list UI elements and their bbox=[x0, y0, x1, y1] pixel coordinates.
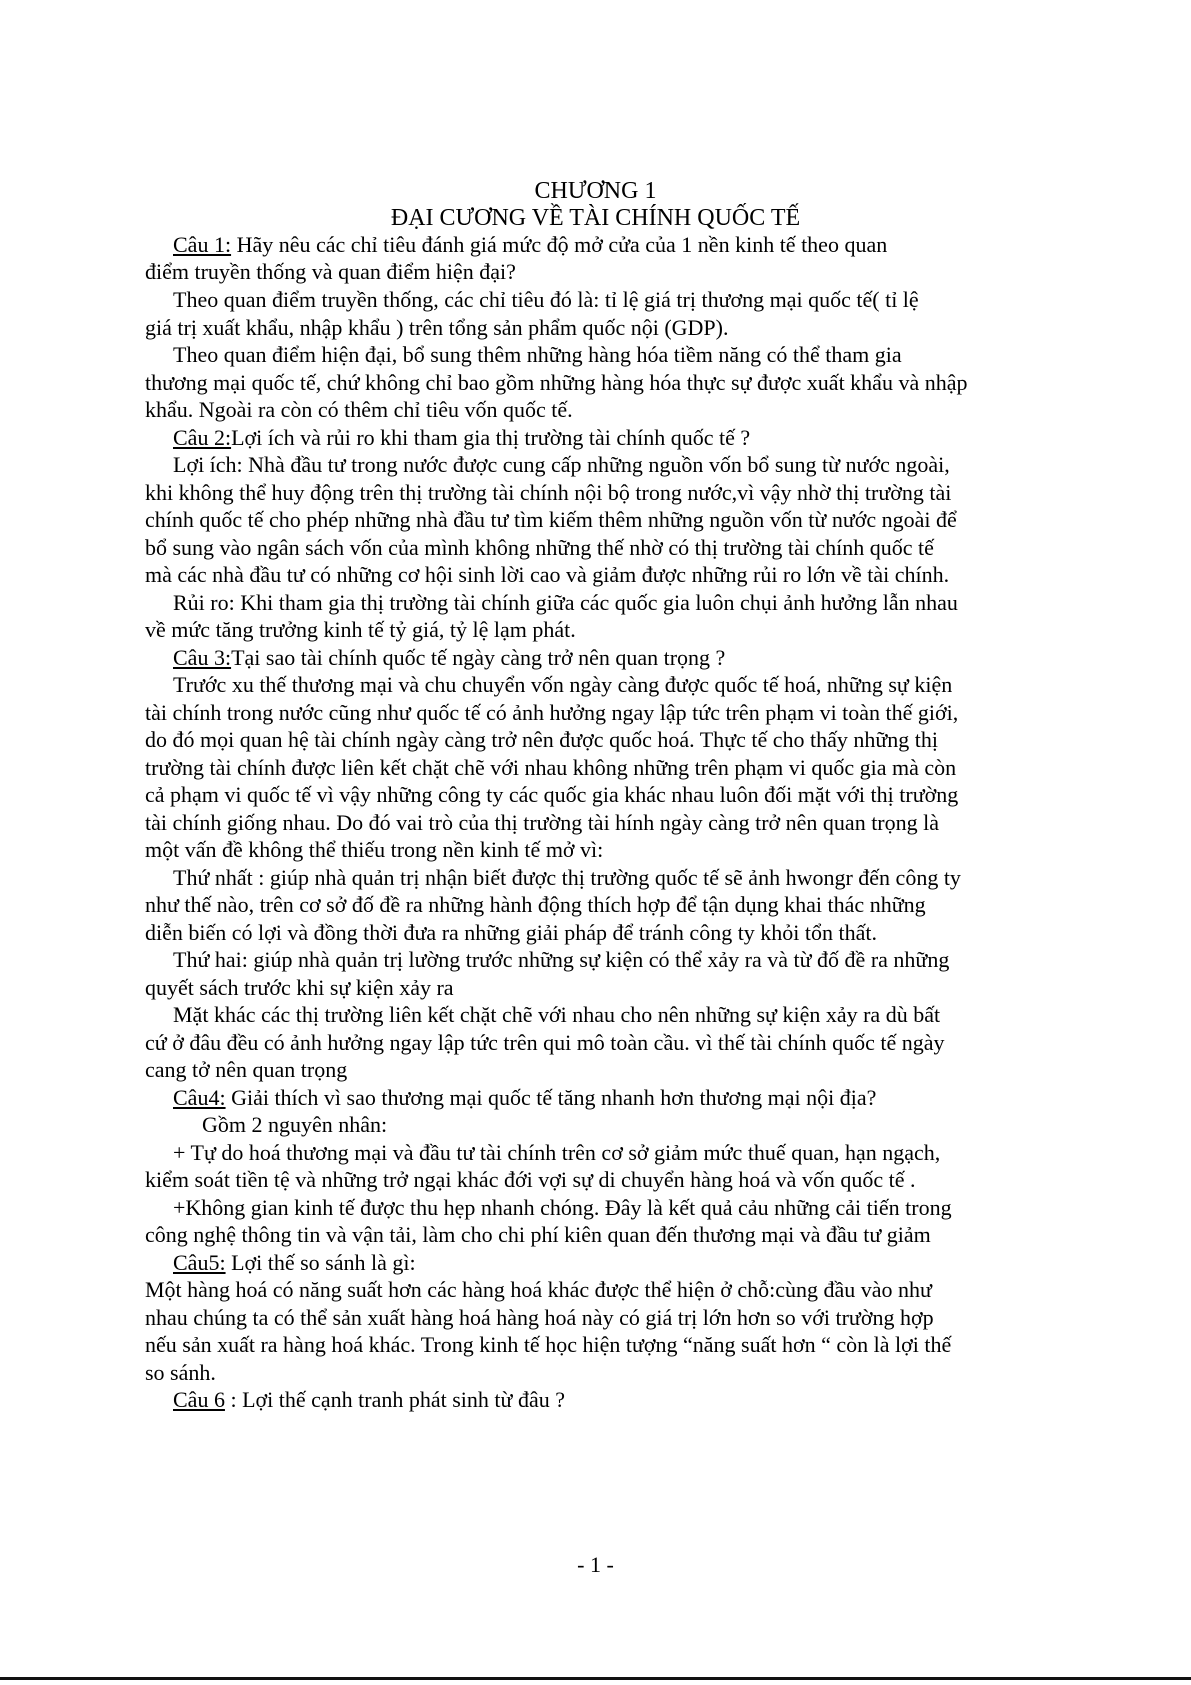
question-5-label: Câu5: bbox=[173, 1250, 226, 1275]
text-line: so sánh. bbox=[145, 1360, 216, 1385]
question-1: Câu 1: Hãy nêu các chỉ tiêu đánh giá mức độ mở cửa của 1 nền kinh tế theo quan bbox=[173, 232, 888, 257]
question-6-label: Câu 6 bbox=[173, 1387, 225, 1412]
text-line: quyết sách trước khi sự kiện xảy ra bbox=[145, 975, 454, 1000]
text-line: +Không gian kinh tế được thu hẹp nhanh chóng. Đây là kết quả cảu những cải tiến trong bbox=[173, 1195, 952, 1220]
text-line: Thứ nhất : giúp nhà quản trị nhận biết được thị trường quốc tế sẽ ảnh hwongr đến công ty bbox=[173, 865, 961, 890]
text-line: Gồm 2 nguyên nhân: bbox=[202, 1112, 388, 1137]
question-4-label: Câu4: bbox=[173, 1085, 226, 1110]
text-line: chính quốc tế cho phép những nhà đầu tư tìm kiếm thêm những nguồn vốn từ nước ngoài để bbox=[145, 507, 957, 532]
text-line: giá trị xuất khẩu, nhập khẩu ) trên tổng sản phẩm quốc nội (GDP). bbox=[145, 315, 729, 340]
text-line: + Tự do hoá thương mại và đầu tư tài chính trên cơ sở giảm mức thuế quan, hạn ngạch, bbox=[173, 1140, 941, 1165]
text-line: Một hàng hoá có năng suất hơn các hàng hoá khác được thể hiện ở chỗ:cùng đầu vào như bbox=[145, 1277, 932, 1302]
text-line: Trước xu thế thương mại và chu chuyển vốn ngày càng được quốc tế hoá, những sự kiện bbox=[173, 672, 953, 697]
text-line: Thứ hai: giúp nhà quản trị lường trước những sự kiện có thể xảy ra và từ đố đề ra những bbox=[173, 947, 950, 972]
question-1-label: Câu 1: bbox=[173, 232, 232, 257]
text-line: cứ ở đâu đều có ảnh hưởng ngay lập tức trên qui mô toàn cầu. vì thế tài chính quốc tế ngày bbox=[145, 1030, 945, 1055]
text-line: điểm truyền thống và quan điểm hiện đại? bbox=[145, 259, 516, 284]
question-3-label: Câu 3: bbox=[173, 645, 232, 670]
text-line: nhau chúng ta có thể sản xuất hàng hoá hàng hoá này có giá trị lớn hơn so với trường hợp bbox=[145, 1305, 934, 1330]
text-line: một vấn đề không thể thiếu trong nền kinh tế mở vì: bbox=[145, 837, 604, 862]
question-2: Câu 2:Lợi ích và rủi ro khi tham gia thị trường tài chính quốc tế ? bbox=[173, 425, 751, 450]
question-5: Câu5: Lợi thế so sánh là gì: bbox=[173, 1250, 416, 1275]
bullet-line: Theo quan điểm hiện đại, bổ sung thêm những hàng hóa tiềm năng có thể tham gia bbox=[173, 342, 902, 367]
text-line: cả phạm vi quốc tế vì vậy những công ty các quốc gia khác nhau luôn đối mặt với thị trường bbox=[145, 782, 959, 807]
text-line: nếu sản xuất ra hàng hoá khác. Trong kinh tế học hiện tượng “năng suất hơn “ còn là lợi thế bbox=[145, 1332, 952, 1357]
text-line: kiểm soát tiền tệ và những trở ngại khác đới vợi sự di chuyển hàng hoá và vốn quốc tế . bbox=[145, 1167, 916, 1192]
question-4: Câu4: Giải thích vì sao thương mại quốc tế tăng nhanh hơn thương mại nội địa? bbox=[173, 1085, 877, 1110]
text-line: trường tài chính được liên kết chặt chẽ với nhau không những trên phạm vi quốc gia mà còn bbox=[145, 755, 957, 780]
text-line: công nghệ thông tin và vận tải, làm cho chi phí kiên quan đến thương mại và đầu tư giảm bbox=[145, 1222, 931, 1247]
text-line: thương mại quốc tế, chứ không chỉ bao gồm những hàng hóa thực sự được xuất khẩu và nhập bbox=[145, 370, 968, 395]
question-2-label: Câu 2: bbox=[173, 425, 232, 450]
chapter-title: CHƯƠNG 1 bbox=[534, 178, 657, 204]
text-line: tài chính trong nước cũng như quốc tế có ảnh hưởng ngay lập tức trên phạm vi toàn thế giới, bbox=[145, 700, 959, 725]
text-line: Lợi ích: Nhà đầu tư trong nước được cung cấp những nguồn vốn bổ sung từ nước ngoài, bbox=[173, 452, 950, 477]
text-line: tài chính giống nhau. Do đó vai trò của thị trường tài hính ngày càng trở nên quan trọng là bbox=[145, 810, 940, 835]
page-number: - 1 - bbox=[577, 1552, 614, 1577]
text-line: cang tở nên quan trọng bbox=[145, 1057, 348, 1082]
text-line: khi không thể huy động trên thị trường tài chính nội bộ trong nước,vì vậy nhờ thị trường tài bbox=[145, 480, 952, 505]
text-line: bổ sung vào ngân sách vốn của mình không những thế nhờ có thị trường tài chính quốc tế bbox=[145, 535, 934, 560]
text-line: về mức tăng trưởng kinh tế tỷ giá, tỷ lệ lạm phát. bbox=[145, 617, 576, 642]
bullet-line: Theo quan điểm truyền thống, các chỉ tiêu đó là: tỉ lệ giá trị thương mại quốc tế( tỉ lệ bbox=[173, 287, 919, 312]
question-6: Câu 6 : Lợi thế cạnh tranh phát sinh từ đâu ? bbox=[173, 1387, 565, 1412]
chapter-subtitle: ĐẠI CƯƠNG VỀ TÀI CHÍNH QUỐC TẾ bbox=[390, 205, 801, 231]
bottom-rule bbox=[0, 1677, 1191, 1680]
text-line: như thế nào, trên cơ sở đố đề ra những hành động thích hợp để tận dụng khai thác những bbox=[145, 892, 926, 917]
text-line: khẩu. Ngoài ra còn có thêm chỉ tiêu vốn quốc tế. bbox=[145, 397, 573, 422]
text-line: mà các nhà đầu tư có những cơ hội sinh lời cao và giảm được những rủi ro lớn về tài chính. bbox=[145, 562, 950, 587]
text-line: do đó mọi quan hệ tài chính ngày càng trở nên được quốc hoá. Thực tế cho thấy những thị bbox=[145, 727, 938, 752]
text-line: Mặt khác các thị trường liên kết chặt chẽ với nhau cho nên những sự kiện xảy ra dù bất bbox=[173, 1002, 941, 1027]
question-3: Câu 3:Tại sao tài chính quốc tế ngày càng trở nên quan trọng ? bbox=[173, 645, 726, 670]
text-line: diễn biến có lợi và đồng thời đưa ra những giải pháp để tránh công ty khỏi tổn thất. bbox=[145, 920, 878, 945]
text-line: Rủi ro: Khi tham gia thị trường tài chính giữa các quốc gia luôn chụi ảnh hưởng lẫn nhau bbox=[173, 590, 958, 615]
